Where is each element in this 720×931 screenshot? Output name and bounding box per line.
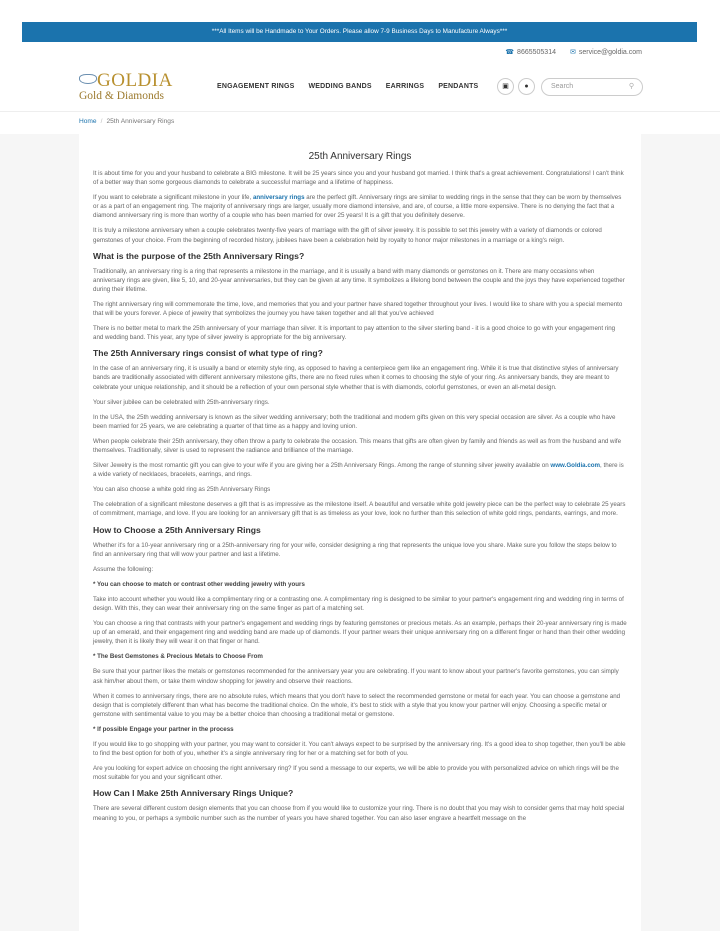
user-icon: ● — [524, 83, 529, 90]
article-paragraph: When people celebrate their 25th anniversary, they often throw a party to celebrate the occasion. This means that gifts are often given by family and friends as well as from the husband and wife themselves. Traditionally, silver is used to represent the radiance and brilliance of the marriage. — [93, 437, 622, 454]
search-input[interactable] — [541, 78, 643, 96]
breadcrumb-home[interactable]: Home — [79, 118, 97, 125]
paragraph-text: If you want to celebrate a significant milestone in your life, — [93, 194, 253, 202]
announcement-text: ***All Items will be Handmade to Your Orders. Please allow 7-9 Business Days to Manufacture Always*** — [211, 28, 508, 35]
section-heading: What is the purpose of the 25th Anniversary Rings? — [93, 250, 305, 261]
breadcrumb — [79, 118, 174, 125]
paragraph-text: , there is a wide variety of necklaces, bracelets, earrings, and rings. — [93, 462, 624, 479]
article-paragraph: There is no better metal to mark the 25th anniversary of your marriage than silver. It is important to pay attention to the silver sterling band - it is a good choice to go with your engagement ring and wedding band. This year, any type of silver jewelry is appropriate for the big anniversary. — [93, 325, 616, 342]
article-paragraph: You can also choose a white gold ring as 25th Anniversary Rings — [93, 486, 271, 494]
breadcrumb-separator: / — [100, 118, 103, 125]
ring-logo-icon — [79, 74, 97, 84]
phone-link[interactable] — [505, 48, 556, 56]
nav-pendants[interactable]: PENDANTS — [438, 83, 479, 90]
article-paragraph: You can choose a ring that contrasts with your partner's engagement and wedding rings by featuring gemstones or precious metals. As an example, perhaps their 20-year anniversary ring is made up of an emerald, and their engagement ring and wedding band are made up of diamonds. If your partner wears their unique anniversary ring on a different finger or hand than their other wedding jewelry, then it is likely they will wear it on that finger or hand. — [93, 620, 627, 646]
logo-tagline: Gold & Diamonds — [79, 90, 164, 102]
announcement-bar — [22, 22, 697, 42]
article-paragraph: In the USA, the 25th wedding anniversary is known as the silver wedding anniversary; both the traditional and modern gifts given on this very special occasion are silver. As a couple who have been married for 25 years, we are celebrating a quarter of that time as a happy and loving union. — [93, 413, 616, 430]
search-icon[interactable]: ⚲ — [628, 83, 634, 90]
article-paragraph — [93, 193, 627, 220]
goldia-site-link[interactable]: www.Goldia.com — [550, 462, 601, 470]
email-link[interactable] — [570, 48, 642, 56]
nav-engagement-rings[interactable]: ENGAGEMENT RINGS — [217, 83, 295, 90]
article-paragraph: When it comes to anniversary rings, there are no absolute rules, which means that you don't have to select the recommended gemstone or metal for each year. You can choose a gemstone and design that is completely different than what has become the traditional choice. On the whole, it's best to stick with a style that you know your partner will enjoy. Choosing a specific metal or gemstone with sentimental value to you may be a better choice than choosing a traditional metal or gemstone. — [93, 692, 621, 718]
cart-button[interactable] — [497, 78, 514, 95]
bullet-point: * If possible Engage your partner in the process — [93, 725, 234, 733]
phone-icon: ☎ — [505, 49, 515, 56]
bullet-point: * The Best Gemstones & Precious Metals to Choose From — [93, 653, 263, 661]
article-paragraph: In the case of an anniversary ring, it is usually a band or eternity style ring, as opposed to having a centerpiece gem like an engagement ring. While it is true that distinctive styles of anniversary bands are traditionally associated with different anniversary milestone gifts, there are no fixed rules when it comes to choosing the style of your ring. As anniversary bands, they are meant to celebrate your unique relationship, and it should be a reflection of your own personal style whether that is with diamonds, colorful gemstones, or even an all-metal design. — [93, 365, 619, 391]
contact-info — [505, 48, 642, 56]
envelope-icon: ✉ — [569, 49, 576, 56]
article-paragraph — [93, 461, 627, 479]
article-paragraph: Assume the following: — [93, 565, 154, 573]
page-title: 25th Anniversary Rings — [308, 151, 412, 162]
search-placeholder: Search — [551, 83, 574, 90]
article-paragraph: The celebration of a significant milestone deserves a gift that is as impressive as the milestone itself. A beautiful and versatile white gold jewelry piece can be the perfect way to celebrate 25 years of commitment, marriage, and love. If you are looking for an anniversary gift that is as timeless as your love, look no further than this selection of white gold rings, pendants, earrings, and more. — [93, 501, 626, 518]
article-paragraph: There are several different custom design elements that you can choose from if you would like to customize your ring. There is no doubt that you may wish to consider gems that may hold special meaning to you, or perhaps a symbolic number such as the number of years you have shared together. You can also laser engrave a heartfelt message on the — [93, 805, 625, 822]
nav-wedding-bands[interactable]: WEDDING BANDS — [308, 83, 372, 90]
phone-number: 8665505314 — [517, 49, 556, 56]
paragraph-text: are the perfect gift. Anniversary rings are similar to wedding rings in the sense that they can be worn by themselves or as a part of an engagement ring. The majority of anniversary rings are larger, usually more diamond intensive, and are, of course, a little more expensive. There is no denying the fact that a diamond anniversary ring is more than worthy of a couple who has been married for over 25 years! It is a gift that you definitely deserve. — [93, 194, 622, 220]
logo-brand: GOLDIA — [97, 70, 173, 91]
article-paragraph: The right anniversary ring will commemorate the time, love, and memories that you and your partner have shared together throughout your lives. I would like to share with you a special memento that will be yours forever. A piece of jewelry that symbolizes the journey you have taken together and all that you've achieved — [93, 300, 623, 318]
article-paragraph: Be sure that your partner likes the metals or gemstones recommended for the anniversary year you are celebrating. If you want to know about your partner's favorite gemstones, you can simply ask him/her about them, or take them window shopping for jewelry and observe their reactions. — [93, 668, 619, 685]
article-paragraph: Your silver jubilee can be celebrated with 25th-anniversary rings. — [93, 398, 270, 406]
email-address: service@goldia.com — [578, 49, 642, 56]
article-paragraph: If you would like to go shopping with your partner, you may want to consider it. You can't always expect to be surprised by the anniversary ring. It's a good idea to shop together, then you'll be able to find the best option for both of you, whether it's a single anniversary ring for her or a matching set for both of you. — [93, 741, 626, 758]
article-paragraph: Are you looking for expert advice on choosing the right anniversary ring? If you send a message to our experts, we will be able to provide you with personalized advice on which rings will be the most suitable for you and your significant other. — [93, 765, 619, 782]
article-paragraph: It is truly a milestone anniversary when a couple celebrates twenty-five years of marriage with the gift of silver jewelry. It is possible to set this jewelry with a variety of diamonds or colored gemstones of your choice. From the beginning of recorded history, jubilees have been a celebration held by royalty to honor major milestones in a marriage or a king's reign. — [93, 227, 602, 244]
article-paragraph: It is about time for you and your husband to celebrate a BIG milestone. It will be 25 years since you and your husband got married. I think that's a great achievement. Congratulations! I can't think of a better way than some gorgeous diamonds to celebrate a successful marriage and a lifetime of happiness. — [93, 170, 624, 187]
bullet-point: * You can choose to match or contrast other wedding jewelry with yours — [93, 580, 305, 588]
section-heading: How to Choose a 25th Anniversary Rings — [93, 524, 261, 535]
main-nav — [217, 83, 478, 90]
article-paragraph: Whether it's for a 10-year anniversary ring or a 25th-anniversary ring for your wife, consider designing a ring that represents the unique love you share. Make sure you follow the steps below to find an anniversary ring that will wow your partner and last a lifetime. — [93, 541, 617, 558]
article-paragraph: Traditionally, an anniversary ring is a ring that represents a milestone in the marriage, and it is usually a band with many diamonds or gemstones on it. There are many occasions when anniversary rings are given, like 5, 10, and 20-year anniversaries, but they can be given at any time. It symbolizes a lifelong bond between the couple and the joys they have experienced together during their lifetime. — [93, 267, 625, 293]
article-panel — [79, 134, 641, 931]
anniversary-rings-link[interactable]: anniversary rings — [252, 194, 305, 202]
account-button[interactable] — [518, 78, 535, 95]
nav-earrings[interactable]: EARRINGS — [385, 83, 425, 90]
cart-icon: ▣ — [502, 83, 509, 90]
article-paragraph: Take into account whether you would like a complimentary ring or a contrasting one. A complimentary ring is designed to be similar to your partner's engagement ring and wedding ring in terms of design. With this, they can wear their anniversary ring on the same finger as part of a matching set. — [93, 595, 624, 612]
header-divider — [0, 111, 720, 112]
breadcrumb-current: 25th Anniversary Rings — [106, 118, 175, 125]
section-heading: How Can I Make 25th Anniversary Rings Unique? — [93, 788, 294, 799]
section-heading: The 25th Anniversary rings consist of what type of ring? — [93, 348, 323, 359]
paragraph-text: Silver Jewelry is the most romantic gift you can give to your wife if you are giving her a 25th Anniversary Rings. Among the range of stunning silver jewelry available on — [93, 462, 551, 470]
site-logo[interactable] — [79, 72, 179, 103]
